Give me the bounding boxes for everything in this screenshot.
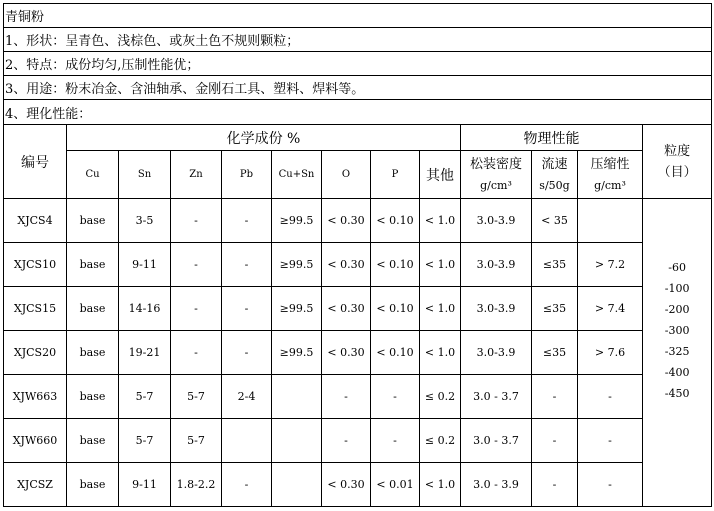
- group-header-physical: 物理性能: [461, 125, 643, 151]
- cell-pb: -: [222, 199, 272, 243]
- cell-cusn: [272, 375, 322, 419]
- table-row: [4, 331, 712, 375]
- cell-sn: 3-5: [119, 199, 171, 243]
- cell-sn: 9-11: [119, 463, 171, 507]
- cell-p: < 0.10: [371, 287, 420, 331]
- cell-compressibility: > 7.4: [578, 287, 643, 331]
- cell-other: ≤ 0.2: [420, 419, 461, 463]
- cell-code: XJCS15: [4, 287, 67, 331]
- cell-flow: -: [532, 375, 578, 419]
- cell-o: < 0.30: [322, 463, 371, 507]
- cell-zn: -: [171, 243, 222, 287]
- cell-zn: 5-7: [171, 375, 222, 419]
- cell-flow: < 35: [532, 199, 578, 243]
- cell-other: < 1.0: [420, 199, 461, 243]
- cell-code: XJW663: [4, 375, 67, 419]
- cell-sn: 19-21: [119, 331, 171, 375]
- cell-cusn: [272, 463, 322, 507]
- cell-zn: 1.8-2.2: [171, 463, 222, 507]
- cell-sn: 5-7: [119, 375, 171, 419]
- col-header-zn: Zn: [171, 151, 222, 199]
- cell-density: 3.0 - 3.7: [461, 419, 532, 463]
- col-header-pb: Pb: [222, 151, 272, 199]
- cell-cusn: ≥99.5: [272, 243, 322, 287]
- cell-other: < 1.0: [420, 287, 461, 331]
- cell-flow: ≤35: [532, 331, 578, 375]
- col-header-other: 其他: [420, 151, 461, 199]
- col-header-mesh: [643, 125, 712, 199]
- cell-code: XJCS4: [4, 199, 67, 243]
- cell-cusn: [272, 419, 322, 463]
- cell-density: 3.0-3.9: [461, 199, 532, 243]
- cell-pb: -: [222, 287, 272, 331]
- cell-cusn: ≥99.5: [272, 199, 322, 243]
- cell-p: -: [371, 419, 420, 463]
- cell-pb: -: [222, 243, 272, 287]
- col-header-cu: Cu: [67, 151, 119, 199]
- cell-o: < 0.30: [322, 199, 371, 243]
- mesh-spacer-top: [643, 199, 712, 243]
- info-properties: 4、理化性能：: [4, 100, 712, 125]
- table-row: [4, 419, 712, 463]
- cell-compressibility: [578, 199, 643, 243]
- cell-p: < 0.10: [371, 199, 420, 243]
- table-row: [4, 243, 712, 287]
- cell-density: 3.0 - 3.7: [461, 375, 532, 419]
- cell-cusn: ≥99.5: [272, 287, 322, 331]
- cell-code: XJCS10: [4, 243, 67, 287]
- col-header-flow: 流速 s/50g: [532, 151, 578, 199]
- cell-cu: base: [67, 199, 119, 243]
- mesh-unit: （目）: [657, 164, 697, 180]
- cell-zn: -: [171, 199, 222, 243]
- cell-other: ≤ 0.2: [420, 375, 461, 419]
- col-header-cusn: Cu+Sn: [272, 151, 322, 199]
- cell-density: 3.0-3.9: [461, 243, 532, 287]
- cell-compressibility: -: [578, 463, 643, 507]
- cell-code: XJW660: [4, 419, 67, 463]
- cell-flow: ≤35: [532, 243, 578, 287]
- cell-p: < 0.10: [371, 243, 420, 287]
- mesh-spacer-mid: [643, 419, 712, 463]
- cell-compressibility: -: [578, 375, 643, 419]
- cell-cu: base: [67, 463, 119, 507]
- sheet-title: 青铜粉: [4, 4, 712, 28]
- mesh-values: -60 -100 -200 -300 -325 -400 -450: [643, 243, 712, 419]
- cell-pb: 2-4: [222, 375, 272, 419]
- cell-sn: 5-7: [119, 419, 171, 463]
- cell-other: < 1.0: [420, 331, 461, 375]
- group-header-chemical: 化学成份 %: [67, 125, 461, 151]
- cell-o: < 0.30: [322, 331, 371, 375]
- cell-cu: base: [67, 375, 119, 419]
- col-header-sn: Sn: [119, 151, 171, 199]
- mesh-spacer-bottom: [643, 463, 712, 507]
- col-header-code: 编号: [4, 125, 67, 199]
- cell-cusn: ≥99.5: [272, 331, 322, 375]
- cell-cu: base: [67, 331, 119, 375]
- cell-p: < 0.01: [371, 463, 420, 507]
- cell-other: < 1.0: [420, 243, 461, 287]
- col-header-p: P: [371, 151, 420, 199]
- cell-flow: ≤35: [532, 287, 578, 331]
- mesh-label: 粒度: [664, 143, 691, 159]
- cell-cu: base: [67, 287, 119, 331]
- bronze-powder-sheet: [3, 3, 712, 507]
- cell-sn: 14-16: [119, 287, 171, 331]
- col-header-o: O: [322, 151, 371, 199]
- cell-code: XJCS20: [4, 331, 67, 375]
- cell-density: 3.0 - 3.9: [461, 463, 532, 507]
- cell-flow: -: [532, 463, 578, 507]
- cell-o: -: [322, 419, 371, 463]
- cell-cu: base: [67, 419, 119, 463]
- cell-other: < 1.0: [420, 463, 461, 507]
- cell-zn: -: [171, 287, 222, 331]
- cell-o: < 0.30: [322, 287, 371, 331]
- col-header-compressibility: 压缩性 g/cm³: [578, 151, 643, 199]
- cell-flow: -: [532, 419, 578, 463]
- table-row: [4, 199, 712, 243]
- info-usage: 3、用途：粉末冶金、含油轴承、金刚石工具、塑料、焊料等。: [4, 76, 712, 100]
- cell-pb: -: [222, 463, 272, 507]
- cell-cu: base: [67, 243, 119, 287]
- cell-zn: 5-7: [171, 419, 222, 463]
- cell-pb: [222, 419, 272, 463]
- cell-compressibility: > 7.2: [578, 243, 643, 287]
- cell-o: < 0.30: [322, 243, 371, 287]
- cell-compressibility: > 7.6: [578, 331, 643, 375]
- cell-density: 3.0-3.9: [461, 331, 532, 375]
- info-feature: 2、特点：成份均匀,压制性能优；: [4, 52, 712, 76]
- cell-density: 3.0-3.9: [461, 287, 532, 331]
- cell-zn: -: [171, 331, 222, 375]
- cell-o: -: [322, 375, 371, 419]
- cell-code: XJCSZ: [4, 463, 67, 507]
- col-header-density: 松装密度 g/cm³: [461, 151, 532, 199]
- cell-pb: -: [222, 331, 272, 375]
- cell-compressibility: -: [578, 419, 643, 463]
- table-row: [4, 287, 712, 331]
- cell-p: -: [371, 375, 420, 419]
- table-row: [4, 375, 712, 419]
- table-row: [4, 463, 712, 507]
- cell-sn: 9-11: [119, 243, 171, 287]
- info-shape: 1、形状：呈青色、浅棕色、或灰土色不规则颗粒；: [4, 28, 712, 52]
- cell-p: < 0.10: [371, 331, 420, 375]
